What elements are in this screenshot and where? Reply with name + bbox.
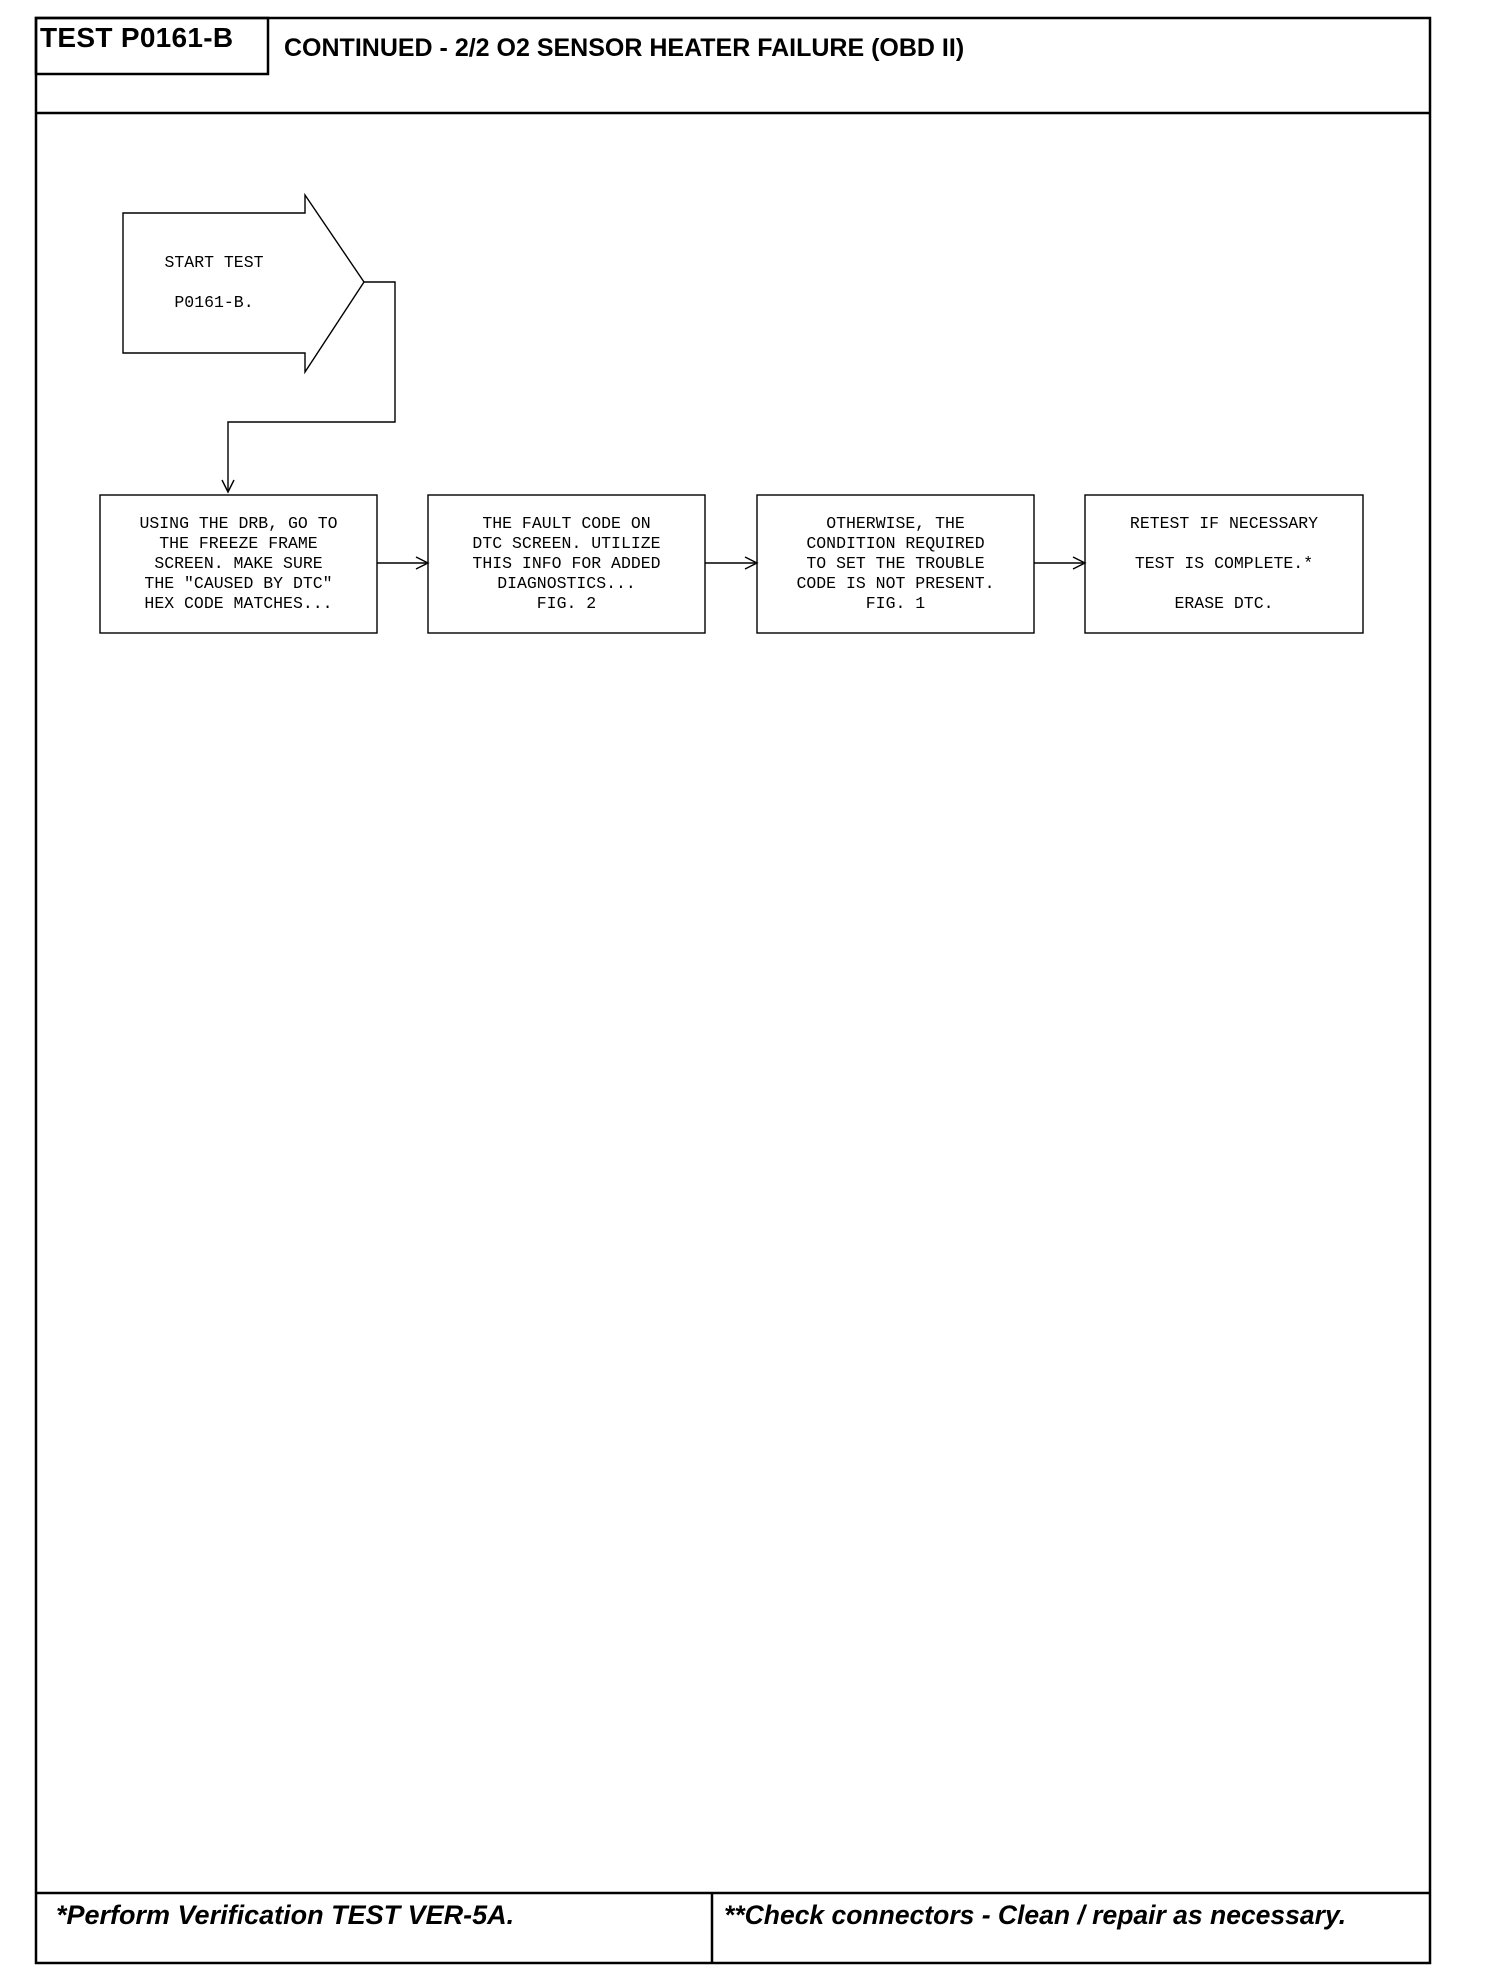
step-1-line-2: THE FREEZE FRAME xyxy=(159,534,318,553)
start-label xyxy=(123,213,305,353)
arrow-2-to-3 xyxy=(705,557,757,569)
step-2-line-5: FIG. 2 xyxy=(536,594,597,613)
step-4-line-2: TEST IS COMPLETE.* xyxy=(1134,554,1314,573)
step-2-line-1: THE FAULT CODE ON xyxy=(482,514,651,533)
step-1-text xyxy=(100,502,377,626)
step-2-text xyxy=(428,502,705,626)
step-3-line-2: CONDITION REQUIRED xyxy=(806,534,985,553)
step-2-line-2: DTC SCREEN. UTILIZE xyxy=(472,534,661,553)
test-code: TEST P0161-B xyxy=(40,22,234,53)
step-2-line-3: THIS INFO FOR ADDED xyxy=(472,554,661,573)
page-title: CONTINUED - 2/2 O2 SENSOR HEATER FAILURE (OBD II) xyxy=(284,34,965,62)
step-1-line-5: HEX CODE MATCHES... xyxy=(144,594,333,613)
step-3-line-4: CODE IS NOT PRESENT. xyxy=(796,574,995,593)
step-3-line-1: OTHERWISE, THE xyxy=(826,514,965,533)
step-3-line-3: TO SET THE TROUBLE xyxy=(806,554,985,573)
footer-connector-note: **Check connectors - Clean / repair as necessary. xyxy=(724,1900,1347,1930)
step-4-text xyxy=(1085,502,1363,626)
start-line-2: P0161-B. xyxy=(174,293,254,312)
step-3-line-5: FIG. 1 xyxy=(865,594,926,613)
step-2-line-4: DIAGNOSTICS... xyxy=(497,574,636,593)
step-3-text xyxy=(757,502,1034,626)
arrow-1-to-2 xyxy=(377,557,428,569)
step-1-line-1: USING THE DRB, GO TO xyxy=(139,514,338,533)
arrow-3-to-4 xyxy=(1034,557,1085,569)
start-line-1: START TEST xyxy=(164,253,264,272)
footer-verification-note: *Perform Verification TEST VER-5A. xyxy=(56,1900,515,1930)
step-1-line-4: THE "CAUSED BY DTC" xyxy=(144,574,333,593)
step-4-line-1: RETEST IF NECESSARY xyxy=(1129,514,1319,533)
step-1-line-3: SCREEN. MAKE SURE xyxy=(154,554,323,573)
step-4-line-3: ERASE DTC. xyxy=(1174,594,1274,613)
